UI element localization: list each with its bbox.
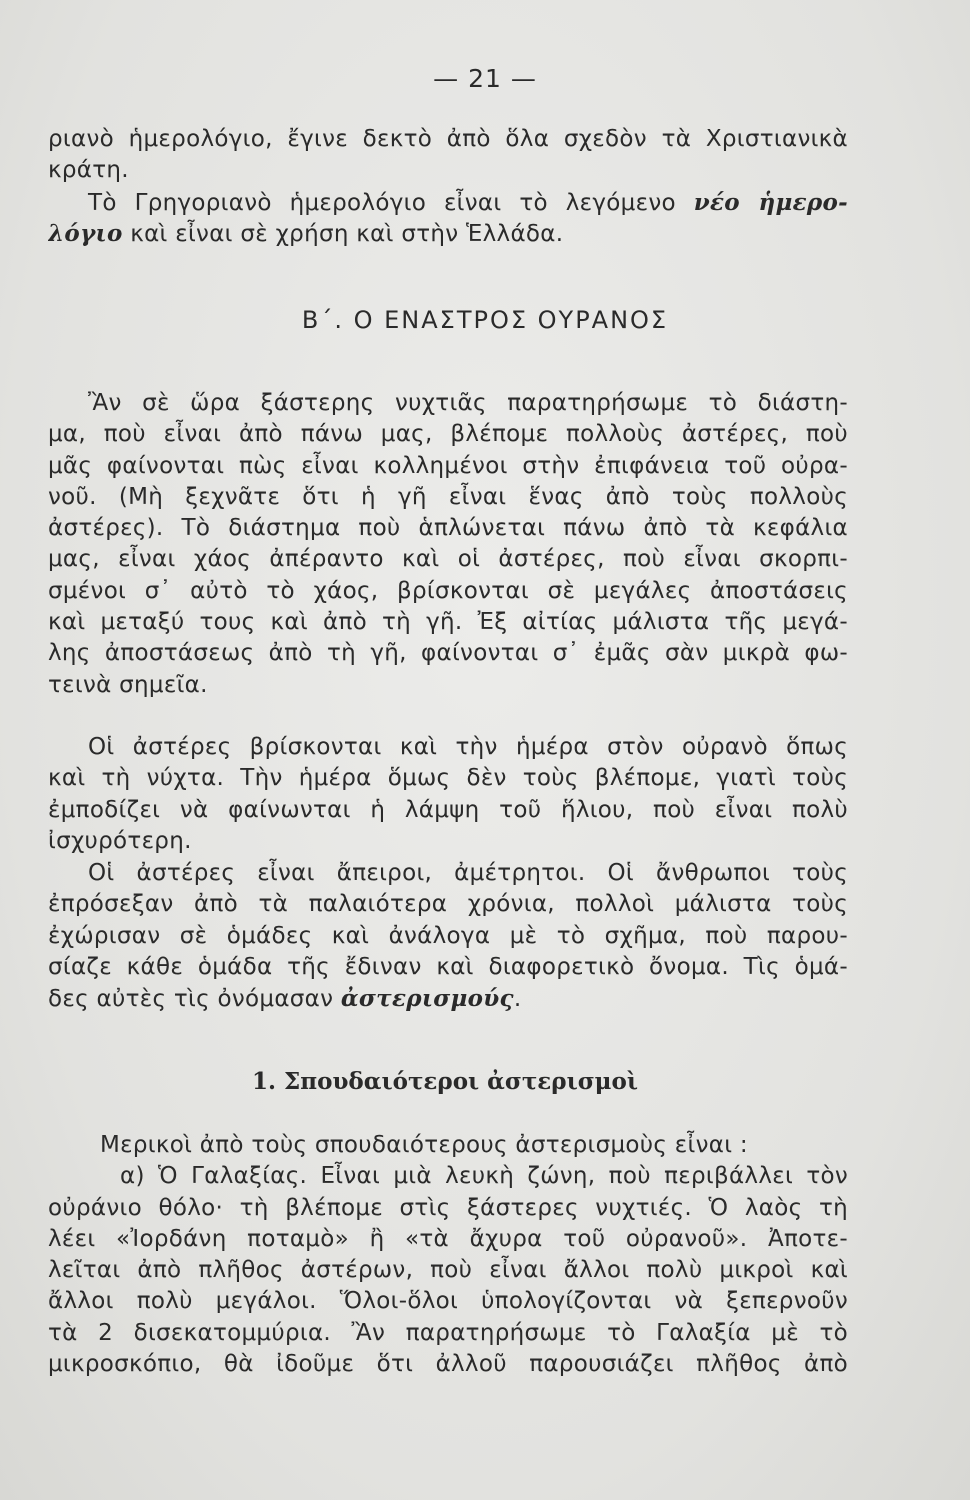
text-line: καὶ μεταξύ τους καὶ ἀπὸ τὴ γῆ. Ἐξ αἰτίας μάλιστα τῆς μεγά- <box>48 609 848 636</box>
text-fragment: καὶ εἶναι σὲ χρήση καὶ στὴν Ἑλλάδα. <box>122 220 564 247</box>
page-number: — 21 — <box>433 64 537 93</box>
text-line: λέει «Ἰορδάνη ποταμὸ» ἢ «τὰ ἄχυρα τοῦ οὐρανοῦ». Ἀποτε- <box>48 1225 848 1252</box>
text-line: α) Ὁ Γαλαξίας. Εἶναι μιὰ λευκὴ ζώνη, ποὺ περιβάλλει τὸν <box>120 1163 848 1190</box>
text-line: νοῦ. (Μὴ ξεχνᾶτε ὅτι ἡ γῆ εἶναι ἕνας ἀπὸ τοὺς πολλοὺς <box>48 483 848 510</box>
text-line: Οἱ ἀστέρες βρίσκονται καὶ τὴν ἡμέρα στὸν οὐρανὸ ὅπως <box>88 734 848 760</box>
text-line: ἐπρόσεξαν ἀπὸ τὰ παλαιότερα χρόνια, πολλοὶ μάλιστα τοὺς <box>48 891 848 918</box>
text-fragment: δες αὐτὲς τὶς ὀνόμασαν <box>48 986 341 1013</box>
text-line: ἄλλοι πολὺ μεγάλοι. Ὅλοι-ὅλοι ὑπολογίζονται νὰ ξεπερνοῦν <box>48 1288 848 1315</box>
text-fragment: Τὸ Γρηγοριανὸ ἡμερολόγιο εἶναι τὸ λεγόμενο <box>88 189 694 216</box>
subsection-heading: 1. Σπουδαιότεροι ἀστερισμοὶ <box>252 1068 638 1095</box>
text-line: μικροσκόπιο, θὰ ἰδοῦμε ὅτι ἀλλοῦ παρουσιάζει πλῆθος ἀπὸ <box>48 1351 848 1378</box>
text-line: μᾶς φαίνονται πὼς εἶναι κολλημένοι στὴν ἐπιφάνεια τοῦ οὐρα- <box>48 452 848 479</box>
text-line: μα, ποὺ εἶναι ἀπὸ πάνω μας, βλέπομε πολλοὺς ἀστέρες, ποὺ <box>48 421 848 448</box>
text-line: ἐμποδίζει νὰ φαίνωνται ἡ λάμψη τοῦ ἥλιου, ποὺ εἶναι πολὺ <box>48 796 848 823</box>
text-line: τὰ 2 δισεκατομμύρια. Ἂν παρατηρήσωμε τὸ Γαλαξία μὲ τὸ <box>48 1319 848 1346</box>
text-line <box>48 218 848 249</box>
paragraph-intro <box>48 124 848 249</box>
text-line: ριανὸ ἡμερολόγιο, ἔγινε δεκτὸ ἀπὸ ὅλα σχεδὸν τὰ Χριστιανικὰ <box>48 126 848 152</box>
text-fragment: . <box>513 986 522 1013</box>
paragraph-day-stars <box>48 732 848 857</box>
text-line: μας, εἶναι χάος ἀπέραντο καὶ οἱ ἀστέρες, ποὺ εἶναι σκορπι- <box>48 546 848 573</box>
text-line: ἀστέρες). Τὸ διάστημα ποὺ ἁπλώνεται πάνω ἀπὸ τὰ κεφάλια <box>48 515 848 542</box>
text-line: ἐχώρισαν σὲ ὁμάδες καὶ ἀνάλογα μὲ τὸ σχῆμα, ποὺ παρου- <box>48 922 848 949</box>
emphasis-text: νέο ἡμερο- <box>693 188 848 216</box>
text-line: καὶ τὴ νύχτα. Τὴν ἡμέρα ὅμως δὲν τοὺς βλέπομε, γιατὶ τοὺς <box>48 765 848 792</box>
text-line: Ἂν σὲ ὥρα ξάστερης νυχτιᾶς παρατηρήσωμε τὸ διάστη- <box>88 390 848 416</box>
emphasis-text: ἀστερισμούς <box>340 985 514 1013</box>
text-line: λεῖται ἀπὸ πλῆθος ἀστέρων, ποὺ εἶναι ἄλλοι πολὺ μικροὶ καὶ <box>48 1257 848 1284</box>
text-line: σμένοι σ᾽ αὐτὸ τὸ χάος, βρίσκονται σὲ μεγάλες ἀποστάσεις <box>48 577 848 604</box>
paragraph-constellations <box>48 858 848 1014</box>
text-line: οὐράνιο θόλο· τὴ βλέπομε στὶς ξάστερες νυχτιές. Ὁ λαὸς τὴ <box>48 1194 848 1221</box>
text-line <box>48 187 848 218</box>
section-heading: Β΄. Ο ΕΝΑΣΤΡΟΣ ΟΥΡΑΝΟΣ <box>301 306 669 334</box>
paragraph-galaxy <box>48 1130 848 1380</box>
paragraph-starry-sky <box>48 388 848 701</box>
text-line <box>48 983 848 1014</box>
text-line: Μερικοὶ ἀπὸ τοὺς σπουδαιότερους ἀστερισμοὺς εἶναι : <box>100 1132 748 1158</box>
text-line: ἰσχυρότερη. <box>48 827 192 854</box>
text-line: σίαζε κάθε ὁμάδα τῆς ἔδιναν καὶ διαφορετικὸ ὄνομα. Τὶς ὁμά- <box>48 953 848 980</box>
text-line: κράτη. <box>48 157 129 184</box>
text-line: Οἱ ἀστέρες εἶναι ἄπειροι, ἀμέτρητοι. Οἱ ἄνθρωποι τοὺς <box>88 860 848 886</box>
emphasis-text: λόγιο <box>48 219 123 247</box>
text-line: λης ἀποστάσεως ἀπὸ τὴ γῆ, φαίνονται σ᾽ ἐμᾶς σὰν μικρὰ φω- <box>48 640 848 667</box>
text-line: τεινὰ σημεῖα. <box>48 671 208 698</box>
